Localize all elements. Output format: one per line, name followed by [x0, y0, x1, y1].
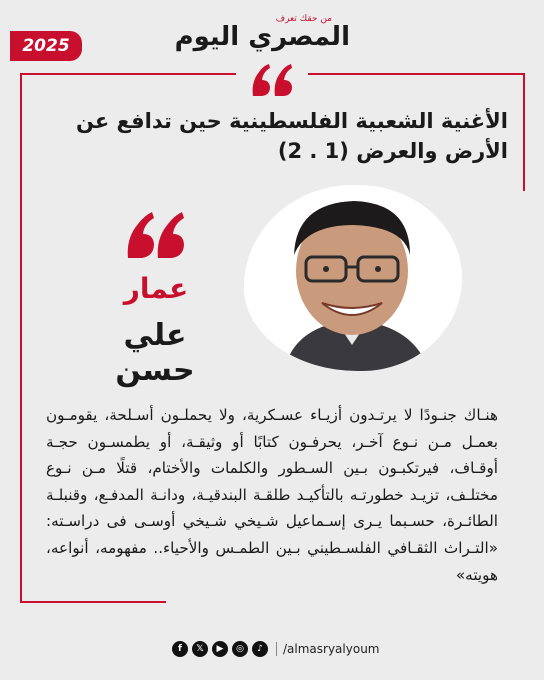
tiktok-icon[interactable]: ♪: [252, 641, 268, 657]
frame-right-line: [523, 73, 525, 191]
x-icon[interactable]: 𝕏: [192, 641, 208, 657]
frame-left-line: [20, 73, 22, 603]
author-last-name: علي حسن: [115, 318, 195, 388]
social-icons: [172, 641, 268, 657]
quote-mark-icon: [236, 62, 308, 98]
brand-name: المصري اليوم: [174, 22, 350, 52]
article-title: الأغنية الشعبية الفلسطينية حين تدافع عن الأرض والعرض (1 . 2): [75, 109, 508, 163]
facebook-icon[interactable]: f: [172, 641, 188, 657]
frame-bottom-line: [20, 601, 166, 603]
youtube-icon[interactable]: ▶: [212, 641, 228, 657]
footer: [172, 641, 380, 657]
article-body: هنـاك جنـودًا لا يرتـدون أزيـاء عسـكرية، ولا يحملـون أسـلحة، يقومـون بعمـل مـن نـوع آخـر، يحرفـون كتابًا أو وثيقـة، أو يطمسـون حجـة أوقـاف، فيرتكبـون بـين السـطور والكلمات والأختام، قتلًا مـن نـوع مختلـف، تزيـد خطورتـه بالتأكيـد طلقـة البندقيـة، ودانـة المدفـع، وقنبلـة الطائـرة، حسـبما يـرى إسـماعيل شـيخي شـيخي أوسـى فى دراسـته: «التـراث الثقـافي الفلسـطيني بـين الطمـس والأحياء.. مفهومه، أنواعه، هويته»: [46, 406, 498, 584]
author-first-name: عمار: [123, 272, 189, 305]
instagram-icon[interactable]: ◎: [232, 641, 248, 657]
year-badge: 2025: [10, 31, 82, 61]
author-photo: [244, 185, 462, 371]
brand-logo: [174, 14, 350, 54]
social-handle[interactable]: /almasryalyoum: [276, 642, 380, 656]
brand-slogan: من حقك تعرف: [275, 14, 332, 24]
author-quote-icon: [124, 210, 188, 264]
